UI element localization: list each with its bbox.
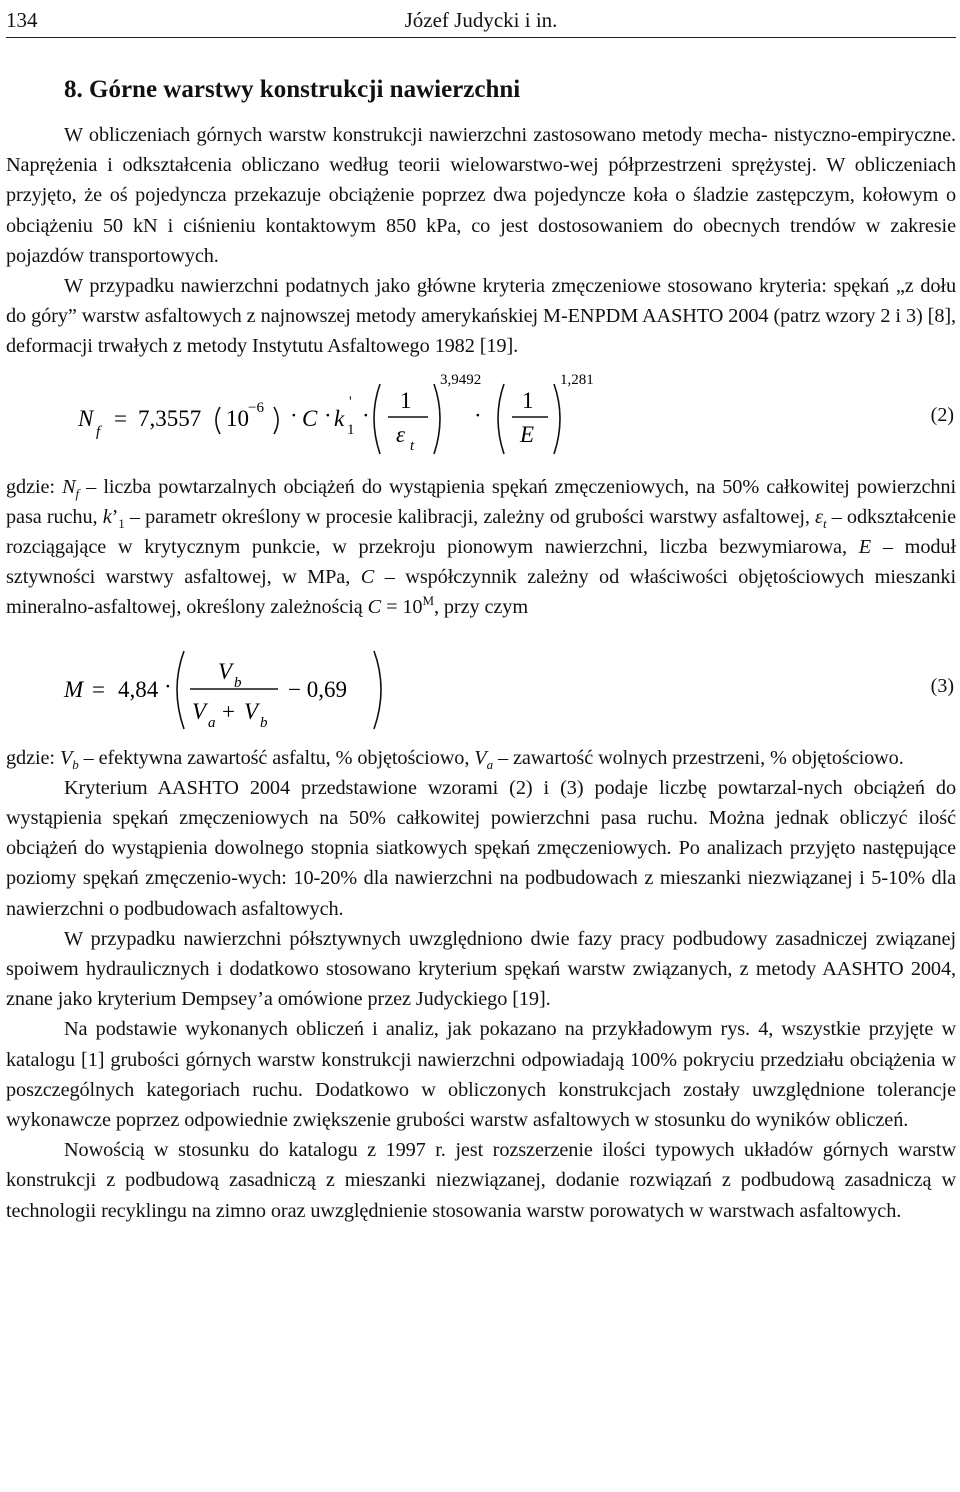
paragraph-5: Kryterium AASHTO 2004 przedstawione wzorami (2) i (3) podaje liczbę powtarzal-nych obciążeń do wystąpienia spękań zmęczeniowych na 50% całkowitej powierzchni pasa ruchu. Można jednak obliczyć ilość obciążeń do wystąpienia dowolnego stopnia siatkowych spękań zmęczeniowych. Po analizach przyjęto następujące poziomy spękań zmęczenio-wych: 10-20% dla nawierzchni na podbudowach z mieszanki niezwiązanej i 5-10% dla nawierzchni o podbudowach asfaltowych. bbox=[6, 776, 956, 920]
section-title: 8. Górne warstwy konstrukcji nawierzchni bbox=[64, 76, 521, 103]
eq2-dot-4: · bbox=[474, 402, 482, 428]
eq3-den-sub2: b bbox=[260, 714, 268, 731]
document-page bbox=[6, 0, 956, 1226]
p3-M-sup: M bbox=[422, 593, 434, 609]
eq2-k-prime: ' bbox=[349, 393, 352, 410]
p3-dash-2: – bbox=[831, 505, 842, 528]
paragraph-8: Nowością w stosunku do katalogu z 1997 r. jest rozszerzenie ilości typowych układów górnych warstw konstrukcji z podbudową zasadniczą z mieszanki niezwiązanej, dodanie rozwiązań z podbudową zasadniczą w technologii recyklingu na zimno oraz uwzględnienie stosowania warstw porowatych w warstwach asfaltowych. bbox=[6, 1139, 956, 1222]
paragraph-1 bbox=[6, 120, 956, 271]
p3-N: N bbox=[62, 475, 76, 498]
equation-2 bbox=[6, 370, 956, 462]
p3-text-d: odkształcenie rozciągające w krytycznym punkcie, w przekroju pionowym nawierzchni, liczba bezwymiarowa, bbox=[6, 505, 956, 559]
eq3-minus-const: − 0,69 bbox=[288, 676, 347, 702]
p3-eps-sub: t bbox=[822, 515, 827, 531]
eq3-den-V1: V bbox=[192, 698, 207, 724]
p4-text-b: – efektywna zawartość asfaltu, % objętościowo, bbox=[78, 746, 475, 769]
equation-3 bbox=[6, 639, 956, 735]
paragraph-3-definitions bbox=[6, 472, 956, 623]
eq2-bracket-1-right bbox=[434, 384, 440, 454]
eq3-plus: + bbox=[222, 698, 235, 724]
eq2-dot-1: · bbox=[290, 402, 298, 428]
eq3-dot: · bbox=[164, 673, 172, 699]
paragraph-2: W przypadku nawierzchni podatnych jako główne kryteria zmęczeniowe stosowano kryteria: spękań „z dołu do góry” warstw asfaltowych z najnowszej metody amerykańskiej M-ENPDM AASHTO 2004 (patrz wzory 2 i 3) [8], deformacji trwałych z metody Instytutu Asfaltowego 1982 [19]. bbox=[6, 275, 956, 358]
eq2-frac1-eps: ε bbox=[396, 421, 406, 447]
p3-text-c: – parametr określony w procesie kalibracji, zależny od grubości warstwy asfaltowej, bbox=[124, 505, 816, 528]
eq3-paren-right bbox=[374, 651, 381, 729]
eq2-pow-base: 10 bbox=[226, 405, 249, 431]
page-number: 134 bbox=[6, 8, 38, 32]
p3-E: E bbox=[858, 536, 872, 559]
p4-V: V bbox=[59, 746, 73, 769]
eq2-coefficient: 7,3557 bbox=[138, 405, 202, 431]
eq3-den-V2: V bbox=[244, 698, 259, 724]
p4-gdzie: gdzie: bbox=[6, 746, 60, 769]
eq3-num-sub: b bbox=[234, 674, 242, 691]
paragraph-7: Na podstawie wykonanych obliczeń i analiz, jak pokazano na przykładowym rys. 4, wszystkie przyjęte w katalogu [1] grubości górnych warstw konstrukcji nawierzchni odpowiadają 100% pokryciu przedziału obciążenia w poszczególnych kategoriach ruchu. Dodatkowo w obliczonych konstrukcjach zostały uwzględnione tolerancje wykonawcze poprzez odpowiednie zwiększenie grubości warstw asfaltowych w stosunku do wyników obliczeń. bbox=[6, 1018, 956, 1132]
eq3-equals: = bbox=[92, 676, 105, 702]
eq2-dot-3: · bbox=[362, 402, 370, 428]
p3-text-g: = 10 bbox=[381, 596, 423, 619]
eq2-C: C bbox=[302, 405, 318, 431]
eq2-frac2-E: E bbox=[520, 421, 535, 447]
p3-N-sub: f bbox=[75, 485, 80, 501]
p4-text-c: – zawartość wolnych przestrzeni, % objętościowo. bbox=[492, 746, 904, 769]
eq2-equals: = bbox=[114, 405, 127, 431]
p3-C2: C bbox=[367, 596, 382, 619]
p3-eps: ε bbox=[815, 505, 823, 528]
eq3-lhs: M bbox=[64, 676, 84, 702]
eq3-den-sub1: a bbox=[208, 714, 216, 731]
eq2-bracket-1-left bbox=[374, 384, 380, 454]
p3-gdzie: gdzie: bbox=[6, 475, 63, 498]
eq2-bracket-2-right bbox=[554, 384, 560, 454]
running-header bbox=[6, 0, 956, 36]
equation-2-number: (2) bbox=[930, 403, 954, 426]
eq2-frac1-numerator: 1 bbox=[400, 387, 412, 413]
paragraph-6: W przypadku nawierzchni półsztywnych uwzględniono dwie fazy pracy podbudowy zasadniczej związanej spoiwem hydraulicznych i dodatkowo stosowano kryterium spękań warstw związanych, z metody AASHTO 2004, znane jako kryterium Dempsey’a omówione przez Judyckiego [19]. bbox=[6, 927, 956, 1011]
eq2-bracket-2-left bbox=[498, 384, 504, 454]
eq2-paren-right bbox=[274, 407, 278, 434]
p4-V-sub-a: a bbox=[486, 756, 493, 772]
eq3-coefficient: 4,84 bbox=[118, 676, 159, 702]
eq2-k: k bbox=[334, 405, 345, 431]
eq2-frac2-numerator: 1 bbox=[522, 387, 534, 413]
paragraph-1-line-1: W obliczeniach górnych warstw konstrukcji nawierzchni zastosowano metody mecha- bbox=[64, 124, 768, 146]
running-title: Józef Judycki i in. bbox=[404, 8, 558, 32]
eq2-k-sub: 1 bbox=[347, 421, 355, 438]
equation-2-formula bbox=[34, 370, 614, 462]
eq3-num-V: V bbox=[218, 658, 233, 684]
p3-k: k bbox=[102, 505, 112, 528]
eq2-pow-exp: −6 bbox=[248, 399, 264, 416]
eq2-dot-2: · bbox=[324, 402, 332, 428]
eq2-exponent-2: 1,281 bbox=[560, 371, 594, 388]
paragraph-1-rest: nistyczno-empiryczne. Naprężenia i odkształcenia obliczano według teorii wielowarstwo-wej półprzestrzeni sprężystej. W obliczeniach przyjęto, że oś pojedyncza przekazuje obciążenie poprzez dwa pojedyncze koła o śladzie zastępczym, kołowym o obciążeniu 50 kN i ciśnieniu kontaktowym 850 kPa, co jest dostosowaniem do obecnych trendów w zakresie pojazdów transportowych. bbox=[6, 124, 956, 267]
eq2-exponent-1: 3,9492 bbox=[440, 371, 482, 388]
p3-C: C bbox=[360, 566, 375, 589]
p3-k-prime: ’ bbox=[111, 505, 119, 528]
eq2-lhs: N bbox=[78, 405, 94, 431]
eq2-paren-left bbox=[216, 407, 220, 434]
eq2-lhs-sub: f bbox=[96, 423, 101, 440]
eq2-frac1-eps-sub: t bbox=[410, 437, 415, 454]
p3-dash-1: – bbox=[86, 475, 97, 498]
equation-3-formula bbox=[34, 639, 454, 735]
p3-text-e: – moduł sztywności warstwy asfaltowej, w MPa, bbox=[6, 536, 956, 589]
p4-V-sub-b: b bbox=[72, 756, 79, 772]
paragraph-4-definitions bbox=[6, 743, 956, 773]
p3-text-h: , przy czym bbox=[433, 596, 529, 619]
p3-text-b: liczba powtarzalnych obciążeń do wystąpienia spękań zmęczeniowych, na 50% całkowitej powierzchni pasa ruchu, bbox=[6, 475, 956, 528]
p3-k-sub: 1 bbox=[118, 515, 125, 531]
equation-3-number: (3) bbox=[930, 674, 954, 697]
header-rule bbox=[6, 37, 956, 38]
p3-text-f: – współczynnik zależny od właściwości objętościowych mieszanki mineralno-asfaltowej, określony zależnością bbox=[6, 566, 957, 619]
eq3-paren-left bbox=[177, 651, 184, 729]
p4-V2: V bbox=[474, 746, 487, 769]
